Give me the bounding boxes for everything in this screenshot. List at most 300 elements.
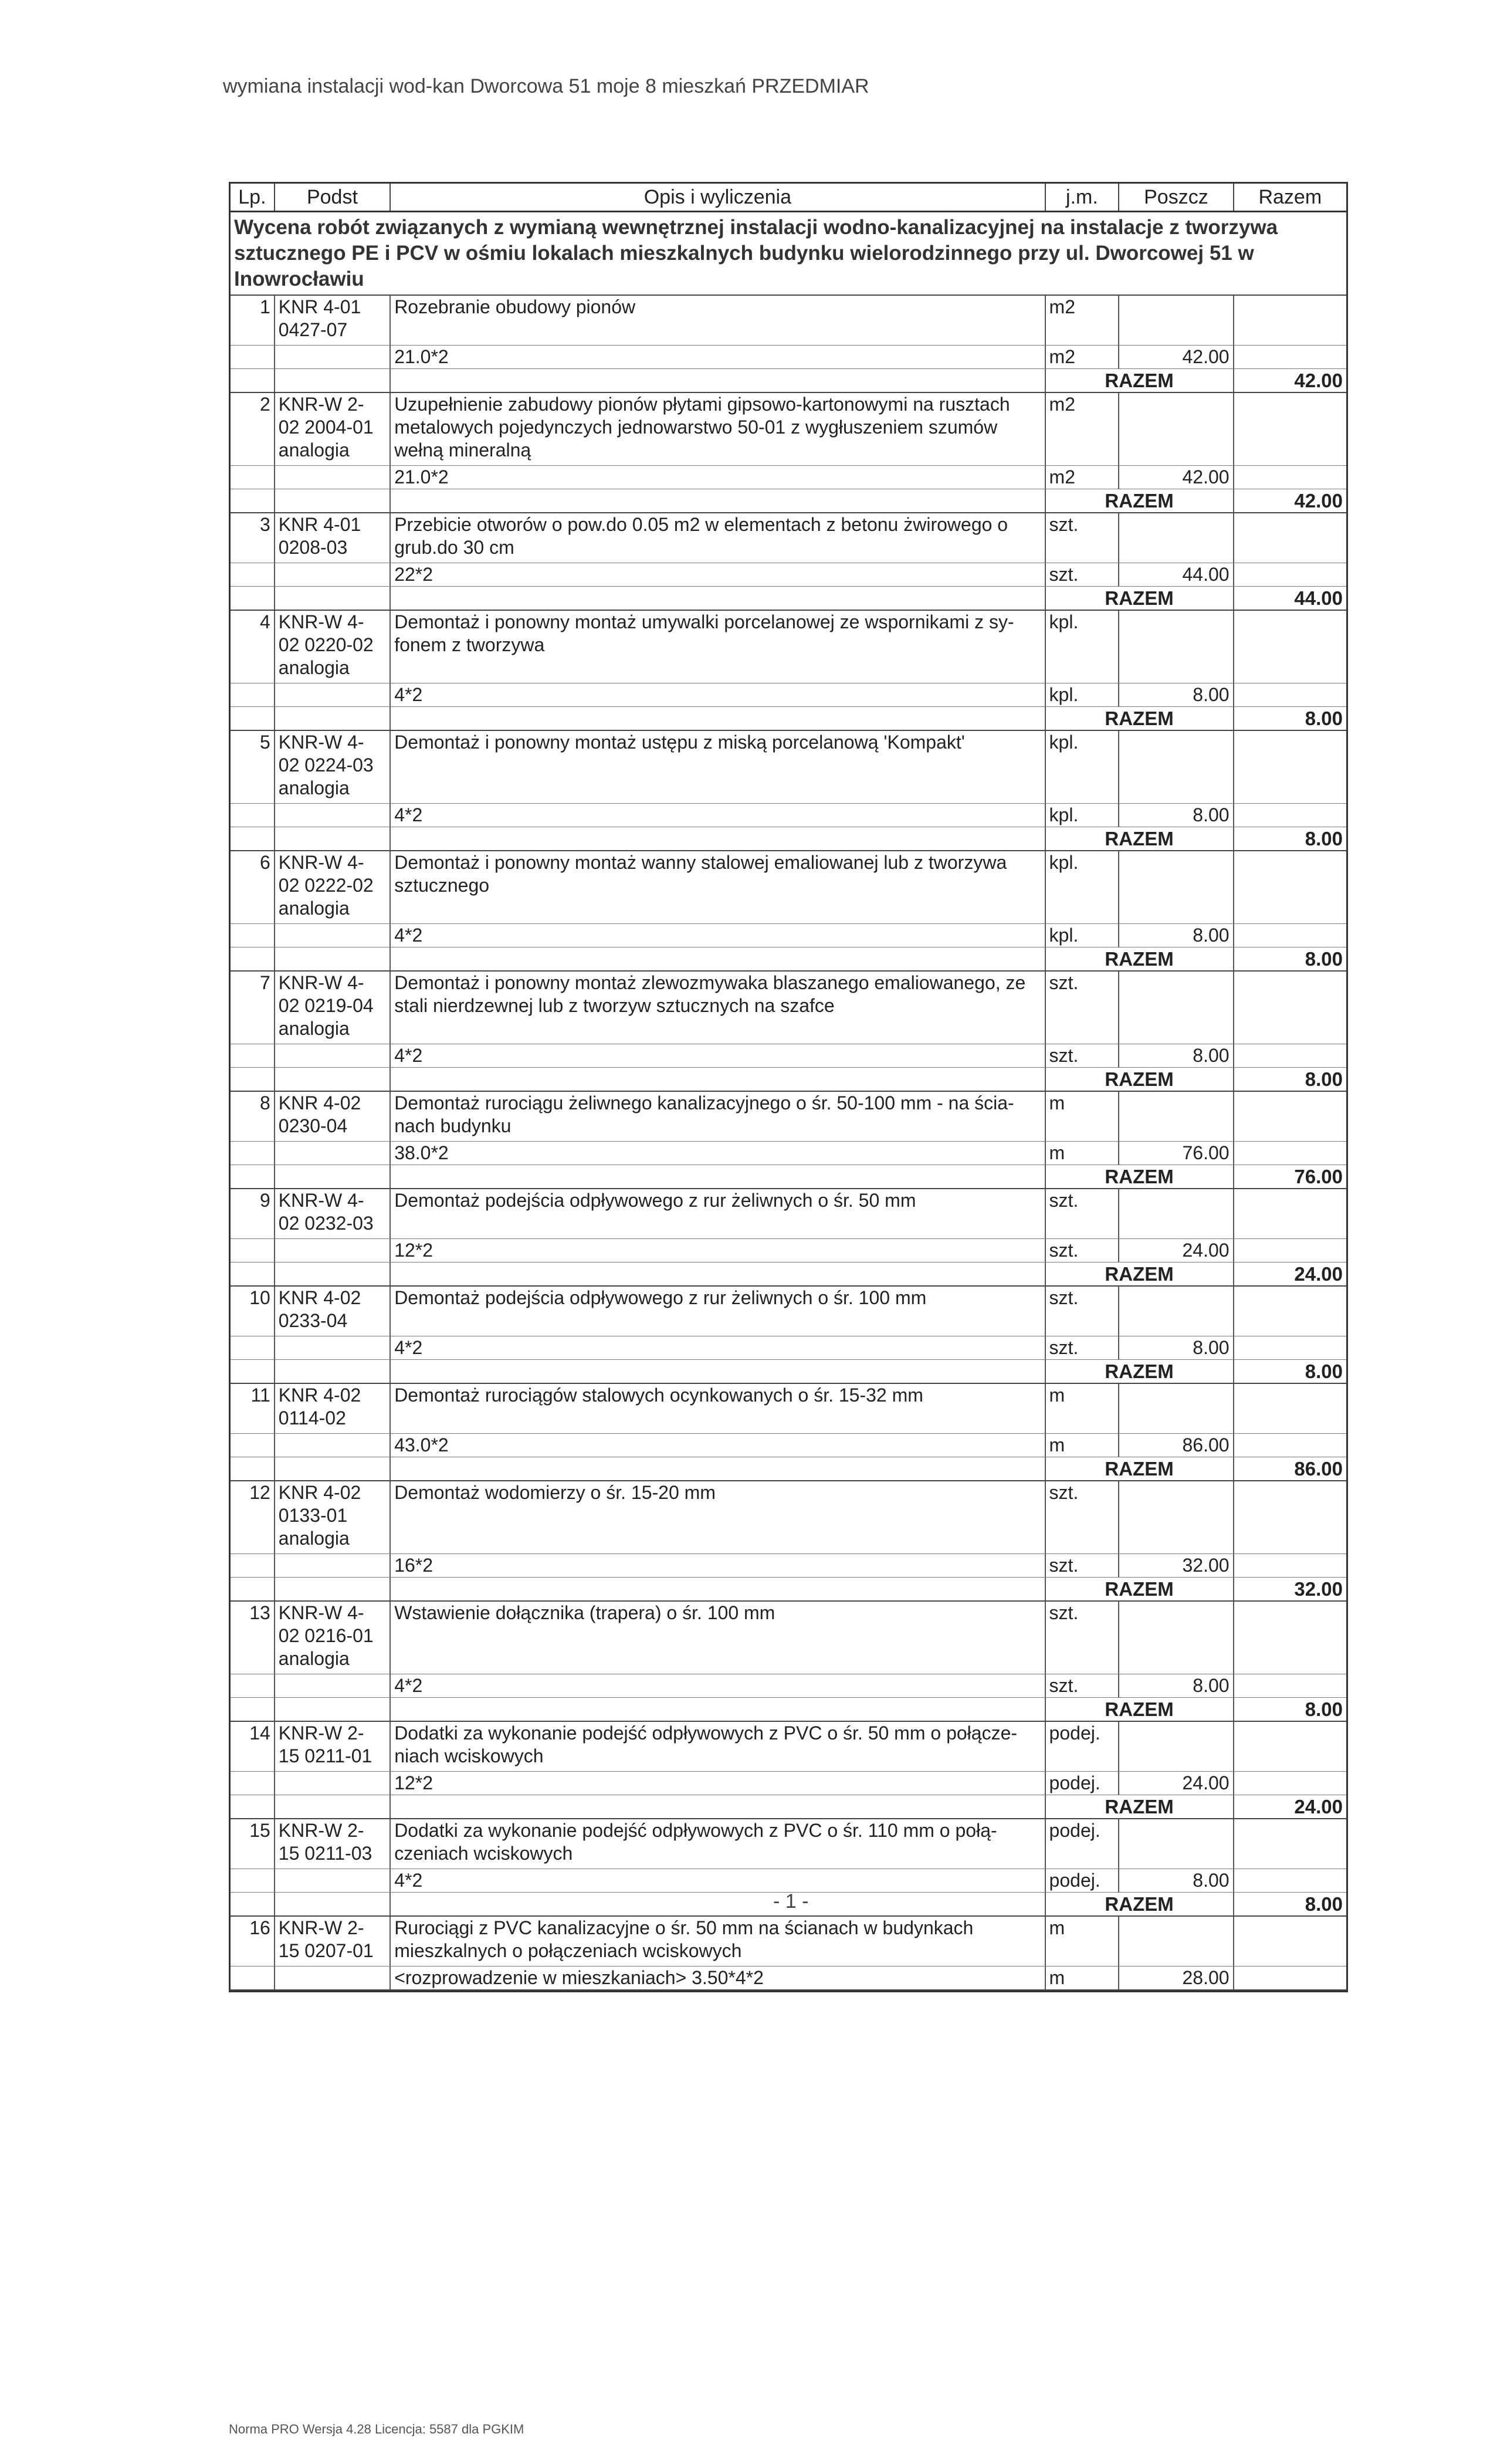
item-jm: m (1046, 1384, 1120, 1433)
sum-opis-empty (391, 489, 1045, 512)
item-calc-jm: m (1046, 1434, 1120, 1457)
footer-license: Norma PRO Wersja 4.28 Licencja: 5587 dla PGKIM (229, 2422, 524, 2436)
item-calc: 16*2 (391, 1554, 1045, 1577)
sum-lp-empty (231, 707, 275, 730)
sum-opis-empty (391, 587, 1045, 610)
calc-razem-empty (1234, 1674, 1346, 1697)
razem-label: RAZEM (1046, 369, 1234, 392)
calc-lp-empty (231, 924, 275, 947)
item-calc: <rozprowadzenie w mieszkaniach> 3.50*4*2 (391, 1967, 1045, 1989)
item-opis: Dodatki za wykonanie podejść odpływowych z PVC o śr. 50 mm o połącze- niach wciskowych (391, 1722, 1045, 1771)
item-calc-row (231, 923, 1346, 947)
item-podst: KNR-W 4- 02 0222-02 analogia (275, 851, 391, 923)
sum-lp-empty (231, 587, 275, 610)
item-razem: 8.00 (1305, 1068, 1343, 1090)
item-poszcz-empty (1119, 1189, 1234, 1238)
calc-razem-empty (1234, 924, 1346, 947)
item-calc-jm: m2 (1046, 466, 1120, 489)
item-podst: KNR-W 4- 02 0220-02 analogia (275, 611, 391, 683)
item-podst: KNR 4-02 0230-04 (275, 1092, 391, 1141)
sum-lp-empty (231, 827, 275, 850)
sum-podst-empty (275, 1893, 391, 1915)
item-calc-row (231, 1553, 1346, 1577)
item-calc-jm: szt. (1046, 1044, 1120, 1067)
calc-lp-empty (231, 1772, 275, 1795)
sum-podst-empty (275, 1360, 391, 1383)
item-main-row (231, 1917, 1346, 1966)
item-poszcz: 8.00 (1119, 924, 1234, 947)
item-calc-row (231, 465, 1346, 489)
table-header (231, 184, 1346, 212)
table-row (231, 731, 1346, 851)
item-calc-row (231, 1869, 1346, 1892)
item-poszcz-empty (1119, 1602, 1234, 1674)
sum-lp-empty (231, 1263, 275, 1285)
sum-opis-empty (391, 947, 1045, 970)
item-razem-empty (1234, 393, 1346, 465)
item-razem-empty (1234, 1602, 1346, 1674)
item-calc-row (231, 683, 1346, 706)
item-podst: KNR 4-01 0427-07 (275, 296, 391, 345)
item-jm: szt. (1046, 1602, 1120, 1674)
item-calc: 21.0*2 (391, 466, 1045, 489)
item-lp: 9 (231, 1189, 275, 1238)
item-poszcz-empty (1119, 851, 1234, 923)
sum-lp-empty (231, 1068, 275, 1091)
item-calc-row (231, 1433, 1346, 1457)
sum-lp-empty (231, 489, 275, 512)
item-poszcz-empty (1119, 972, 1234, 1044)
item-opis: Demontaż wodomierzy o śr. 15-20 mm (391, 1481, 1045, 1553)
calc-podst-empty (275, 1772, 391, 1795)
item-opis: Demontaż i ponowny montaż wanny stalowej emaliowanej lub z tworzywa sztucznego (391, 851, 1045, 923)
item-razem: 32.00 (1294, 1578, 1343, 1600)
calc-podst-empty (275, 466, 391, 489)
item-poszcz: 8.00 (1119, 1674, 1234, 1697)
calc-podst-empty (275, 563, 391, 586)
item-razem: 42.00 (1294, 370, 1343, 391)
item-lp: 15 (231, 1819, 275, 1869)
item-calc: 4*2 (391, 1674, 1045, 1697)
item-sum-row (231, 489, 1346, 512)
item-jm: szt. (1046, 1189, 1120, 1238)
table-row (231, 1722, 1346, 1819)
item-jm: m2 (1046, 393, 1120, 465)
item-razem: 24.00 (1294, 1796, 1343, 1817)
calc-lp-empty (231, 1044, 275, 1067)
calc-razem-empty (1234, 563, 1346, 586)
item-sum-row (231, 1697, 1346, 1721)
item-jm: m (1046, 1092, 1120, 1141)
table-row (231, 851, 1346, 972)
sum-opis-empty (391, 1263, 1045, 1285)
cost-table (229, 182, 1348, 1992)
item-razem-empty (1234, 1384, 1346, 1433)
sum-lp-empty (231, 1360, 275, 1383)
table-row (231, 1481, 1346, 1602)
item-opis: Demontaż i ponowny montaż ustępu z miską porcelanową 'Kompakt' (391, 731, 1045, 803)
col-razem: Razem (1258, 186, 1322, 208)
item-jm: szt. (1046, 1287, 1120, 1336)
item-sum-row (231, 1359, 1346, 1383)
item-podst: KNR 4-01 0208-03 (275, 513, 391, 563)
item-calc: 4*2 (391, 1044, 1045, 1067)
calc-podst-empty (275, 804, 391, 827)
sum-opis-empty (391, 1360, 1045, 1383)
calc-lp-empty (231, 563, 275, 586)
item-jm: szt. (1046, 513, 1120, 563)
sum-lp-empty (231, 1578, 275, 1600)
item-calc-row (231, 1044, 1346, 1067)
item-lp: 12 (231, 1481, 275, 1553)
item-poszcz-empty (1119, 393, 1234, 465)
razem-label: RAZEM (1046, 947, 1234, 970)
item-razem-empty (1234, 972, 1346, 1044)
sum-podst-empty (275, 369, 391, 392)
item-calc-jm: m (1046, 1967, 1120, 1989)
item-lp: 2 (231, 393, 275, 465)
item-podst: KNR-W 4- 02 0216-01 analogia (275, 1602, 391, 1674)
item-razem-empty (1234, 1481, 1346, 1553)
item-main-row (231, 611, 1346, 683)
calc-podst-empty (275, 1142, 391, 1165)
item-jm: szt. (1046, 1481, 1120, 1553)
item-poszcz: 24.00 (1119, 1772, 1234, 1795)
razem-label: RAZEM (1046, 489, 1234, 512)
item-lp: 10 (231, 1287, 275, 1336)
item-podst: KNR 4-02 0114-02 (275, 1384, 391, 1433)
calc-podst-empty (275, 1554, 391, 1577)
item-opis: Uzupełnienie zabudowy pionów płytami gipsowo-kartonowymi na rusztach metalowych pojedynczych jednowarstwo 50-01 z wygłuszeniem szumów wełną mineralną (391, 393, 1045, 465)
item-calc: 4*2 (391, 924, 1045, 947)
table-row (231, 1287, 1346, 1384)
item-lp: 5 (231, 731, 275, 803)
sum-podst-empty (275, 1457, 391, 1480)
sum-lp-empty (231, 1698, 275, 1721)
sum-opis-empty (391, 1578, 1045, 1600)
calc-razem-empty (1234, 1239, 1346, 1262)
item-main-row (231, 1481, 1346, 1553)
calc-lp-empty (231, 1869, 275, 1892)
sum-podst-empty (275, 827, 391, 850)
sum-podst-empty (275, 1698, 391, 1721)
item-opis: Demontaż podejścia odpływowego z rur żeliwnych o śr. 50 mm (391, 1189, 1045, 1238)
item-opis: Demontaż podejścia odpływowego z rur żeliwnych o śr. 100 mm (391, 1287, 1045, 1336)
item-calc-jm: m2 (1046, 346, 1120, 368)
sum-lp-empty (231, 947, 275, 970)
item-poszcz-empty (1119, 611, 1234, 683)
item-sum-row (231, 706, 1346, 730)
item-podst: KNR-W 4- 02 0219-04 analogia (275, 972, 391, 1044)
item-razem: 8.00 (1305, 948, 1343, 970)
item-lp: 4 (231, 611, 275, 683)
table-title: Wycena robót związanych z wymianą wewnętrznej instalacji wodno-kanalizacyjnej na instalacje z tworzywa sztucznego PE i PCV w ośmiu lokalach mieszkalnych budynku wielorodzinnego przy ul. Dworcowej 51 w Inowrocławiu (231, 212, 1346, 296)
item-calc-row (231, 1141, 1346, 1165)
item-poszcz: 8.00 (1119, 804, 1234, 827)
item-poszcz-empty (1119, 1384, 1234, 1433)
sum-opis-empty (391, 707, 1045, 730)
calc-razem-empty (1234, 1336, 1346, 1359)
item-calc: 12*2 (391, 1772, 1045, 1795)
items-container (231, 296, 1346, 1991)
calc-podst-empty (275, 924, 391, 947)
item-opis: Rozebranie obudowy pionów (391, 296, 1045, 345)
calc-lp-empty (231, 1674, 275, 1697)
item-sum-row (231, 827, 1346, 850)
item-calc-jm: kpl. (1046, 804, 1120, 827)
calc-podst-empty (275, 1869, 391, 1892)
item-jm: podej. (1046, 1819, 1120, 1869)
sum-lp-empty (231, 1165, 275, 1188)
item-poszcz: 8.00 (1119, 683, 1234, 706)
item-sum-row (231, 586, 1346, 610)
razem-label: RAZEM (1046, 707, 1234, 730)
calc-razem-empty (1234, 1142, 1346, 1165)
item-calc: 4*2 (391, 1336, 1045, 1359)
sum-opis-empty (391, 1795, 1045, 1818)
calc-lp-empty (231, 1239, 275, 1262)
sum-podst-empty (275, 1263, 391, 1285)
calc-lp-empty (231, 1142, 275, 1165)
col-podst: Podst (275, 184, 391, 211)
calc-lp-empty (231, 1967, 275, 1989)
table-row (231, 1092, 1346, 1189)
item-razem-empty (1234, 513, 1346, 563)
sum-podst-empty (275, 1795, 391, 1818)
calc-lp-empty (231, 1336, 275, 1359)
item-jm: kpl. (1046, 851, 1120, 923)
item-main-row (231, 851, 1346, 923)
item-poszcz-empty (1119, 296, 1234, 345)
item-podst: KNR 4-02 0133-01 analogia (275, 1481, 391, 1553)
item-razem-empty (1234, 1287, 1346, 1336)
item-main-row (231, 1384, 1346, 1433)
item-sum-row (231, 1165, 1346, 1188)
item-poszcz: 86.00 (1119, 1434, 1234, 1457)
razem-label: RAZEM (1046, 587, 1234, 610)
item-razem: 8.00 (1305, 1360, 1343, 1382)
sum-podst-empty (275, 1578, 391, 1600)
item-poszcz-empty (1119, 1819, 1234, 1869)
item-sum-row (231, 1577, 1346, 1600)
item-opis: Demontaż i ponowny montaż zlewozmywaka blaszanego emaliowanego, ze stali nierdzewnej lub z tworzyw sztucznych na szafce (391, 972, 1045, 1044)
item-razem: 8.00 (1305, 1698, 1343, 1720)
calc-podst-empty (275, 1674, 391, 1697)
table-row (231, 972, 1346, 1092)
item-poszcz: 8.00 (1119, 1869, 1234, 1892)
page-number: - 1 - (773, 1890, 809, 1913)
sum-opis-empty (391, 1457, 1045, 1480)
calc-podst-empty (275, 1044, 391, 1067)
item-razem-empty (1234, 1189, 1346, 1238)
col-opis: Opis i wyliczenia (391, 184, 1045, 211)
calc-lp-empty (231, 683, 275, 706)
item-podst: KNR 4-02 0233-04 (275, 1287, 391, 1336)
item-opis: Demontaż rurociągu żeliwnego kanalizacyjnego o śr. 50-100 mm - na ścia- nach budynku (391, 1092, 1045, 1141)
item-podst: KNR-W 2- 15 0211-01 (275, 1722, 391, 1771)
sum-opis-empty (391, 827, 1045, 850)
razem-label: RAZEM (1046, 1165, 1234, 1188)
razem-label: RAZEM (1046, 1578, 1234, 1600)
item-calc: 22*2 (391, 563, 1045, 586)
item-poszcz-empty (1119, 1917, 1234, 1966)
razem-label: RAZEM (1046, 1893, 1234, 1915)
item-poszcz: 8.00 (1119, 1336, 1234, 1359)
item-main-row (231, 1189, 1346, 1238)
sum-opis-empty (391, 1698, 1045, 1721)
sum-opis-empty (391, 1165, 1045, 1188)
calc-podst-empty (275, 1336, 391, 1359)
sum-podst-empty (275, 947, 391, 970)
item-podst: KNR-W 4- 02 0232-03 (275, 1189, 391, 1238)
calc-podst-empty (275, 1239, 391, 1262)
item-lp: 16 (231, 1917, 275, 1966)
item-calc-jm: kpl. (1046, 924, 1120, 947)
item-razem-empty (1234, 1917, 1346, 1966)
item-calc: 21.0*2 (391, 346, 1045, 368)
razem-label: RAZEM (1046, 1360, 1234, 1383)
item-main-row (231, 1092, 1346, 1141)
calc-razem-empty (1234, 466, 1346, 489)
item-razem: 76.00 (1294, 1166, 1343, 1187)
calc-podst-empty (275, 683, 391, 706)
item-calc-row (231, 1771, 1346, 1795)
item-jm: kpl. (1046, 731, 1120, 803)
item-calc: 4*2 (391, 1869, 1045, 1892)
item-lp: 6 (231, 851, 275, 923)
calc-podst-empty (275, 1967, 391, 1989)
item-calc-jm: szt. (1046, 1239, 1120, 1262)
col-poszcz: Poszcz (1119, 184, 1234, 211)
col-lp: Lp. (231, 184, 275, 211)
calc-razem-empty (1234, 1967, 1346, 1989)
item-lp: 13 (231, 1602, 275, 1674)
item-poszcz-empty (1119, 731, 1234, 803)
calc-razem-empty (1234, 804, 1346, 827)
item-calc-jm: szt. (1046, 1554, 1120, 1577)
item-opis: Przebicie otworów o pow.do 0.05 m2 w elementach z betonu żwirowego o grub.do 30 cm (391, 513, 1045, 563)
table-row (231, 1602, 1346, 1722)
sum-lp-empty (231, 1457, 275, 1480)
item-sum-row (231, 1795, 1346, 1818)
sum-lp-empty (231, 1795, 275, 1818)
item-lp: 14 (231, 1722, 275, 1771)
item-poszcz-empty (1119, 1481, 1234, 1553)
item-main-row (231, 1287, 1346, 1336)
item-opis: Wstawienie dołącznika (trapera) o śr. 100 mm (391, 1602, 1045, 1674)
item-opis: Dodatki za wykonanie podejść odpływowych z PVC o śr. 110 mm o połą- czeniach wciskowych (391, 1819, 1045, 1869)
item-poszcz: 24.00 (1119, 1239, 1234, 1262)
item-calc-jm: podej. (1046, 1772, 1120, 1795)
sum-opis-empty (391, 369, 1045, 392)
item-razem: 42.00 (1294, 490, 1343, 512)
table-row (231, 1189, 1346, 1287)
sum-opis-empty (391, 1893, 1045, 1915)
calc-lp-empty (231, 346, 275, 368)
item-razem-empty (1234, 851, 1346, 923)
item-calc-jm: podej. (1046, 1869, 1120, 1892)
item-opis: Rurociągi z PVC kanalizacyjne o śr. 50 mm na ścianach w budynkach mieszkalnych o połączeniach wciskowych (391, 1917, 1045, 1966)
item-razem: 8.00 (1305, 1893, 1343, 1915)
item-lp: 3 (231, 513, 275, 563)
calc-razem-empty (1234, 1869, 1346, 1892)
calc-lp-empty (231, 1554, 275, 1577)
item-poszcz: 42.00 (1119, 346, 1234, 368)
item-razem: 86.00 (1294, 1458, 1343, 1480)
item-podst: KNR-W 2- 02 2004-01 analogia (275, 393, 391, 465)
item-jm: podej. (1046, 1722, 1120, 1771)
item-main-row (231, 1819, 1346, 1869)
item-lp: 7 (231, 972, 275, 1044)
document-header: wymiana instalacji wod-kan Dworcowa 51 moje 8 mieszkań PRZEDMIAR (223, 75, 869, 97)
item-poszcz-empty (1119, 1287, 1234, 1336)
item-main-row (231, 1722, 1346, 1771)
calc-lp-empty (231, 466, 275, 489)
item-poszcz-empty (1119, 1092, 1234, 1141)
item-calc-jm: kpl. (1046, 683, 1120, 706)
item-calc-row (231, 1674, 1346, 1697)
item-jm: m2 (1046, 296, 1120, 345)
sum-opis-empty (391, 1068, 1045, 1091)
item-calc-row (231, 563, 1346, 586)
item-razem-empty (1234, 1819, 1346, 1869)
razem-label: RAZEM (1046, 1795, 1234, 1818)
item-razem-empty (1234, 296, 1346, 345)
item-lp: 8 (231, 1092, 275, 1141)
item-razem-empty (1234, 1722, 1346, 1771)
razem-label: RAZEM (1046, 1698, 1234, 1721)
item-calc-jm: szt. (1046, 1336, 1120, 1359)
calc-podst-empty (275, 346, 391, 368)
item-sum-row (231, 368, 1346, 392)
item-poszcz: 32.00 (1119, 1554, 1234, 1577)
sum-podst-empty (275, 1068, 391, 1091)
item-razem-empty (1234, 611, 1346, 683)
item-podst: KNR-W 2- 15 0211-03 (275, 1819, 391, 1869)
item-sum-row (231, 1457, 1346, 1480)
table-row (231, 611, 1346, 731)
calc-razem-empty (1234, 346, 1346, 368)
item-main-row (231, 972, 1346, 1044)
item-main-row (231, 296, 1346, 345)
razem-label: RAZEM (1046, 827, 1234, 850)
sum-podst-empty (275, 489, 391, 512)
calc-razem-empty (1234, 1772, 1346, 1795)
item-calc-jm: m (1046, 1142, 1120, 1165)
razem-label: RAZEM (1046, 1263, 1234, 1285)
item-lp: 11 (231, 1384, 275, 1433)
item-main-row (231, 731, 1346, 803)
item-poszcz: 8.00 (1119, 1044, 1234, 1067)
item-jm: szt. (1046, 972, 1120, 1044)
calc-razem-empty (1234, 1044, 1346, 1067)
item-poszcz: 76.00 (1119, 1142, 1234, 1165)
item-razem: 24.00 (1294, 1263, 1343, 1285)
calc-lp-empty (231, 1434, 275, 1457)
item-opis: Demontaż rurociągów stalowych ocynkowanych o śr. 15-32 mm (391, 1384, 1045, 1433)
item-podst: KNR-W 4- 02 0224-03 analogia (275, 731, 391, 803)
item-calc: 12*2 (391, 1239, 1045, 1262)
item-razem-empty (1234, 731, 1346, 803)
item-razem-empty (1234, 1092, 1346, 1141)
item-podst: KNR-W 2- 15 0207-01 (275, 1917, 391, 1966)
table-row (231, 296, 1346, 393)
razem-label: RAZEM (1046, 1068, 1234, 1091)
item-poszcz: 28.00 (1119, 1967, 1234, 1989)
item-razem: 8.00 (1305, 828, 1343, 849)
item-calc: 43.0*2 (391, 1434, 1045, 1457)
item-sum-row (231, 1262, 1346, 1285)
